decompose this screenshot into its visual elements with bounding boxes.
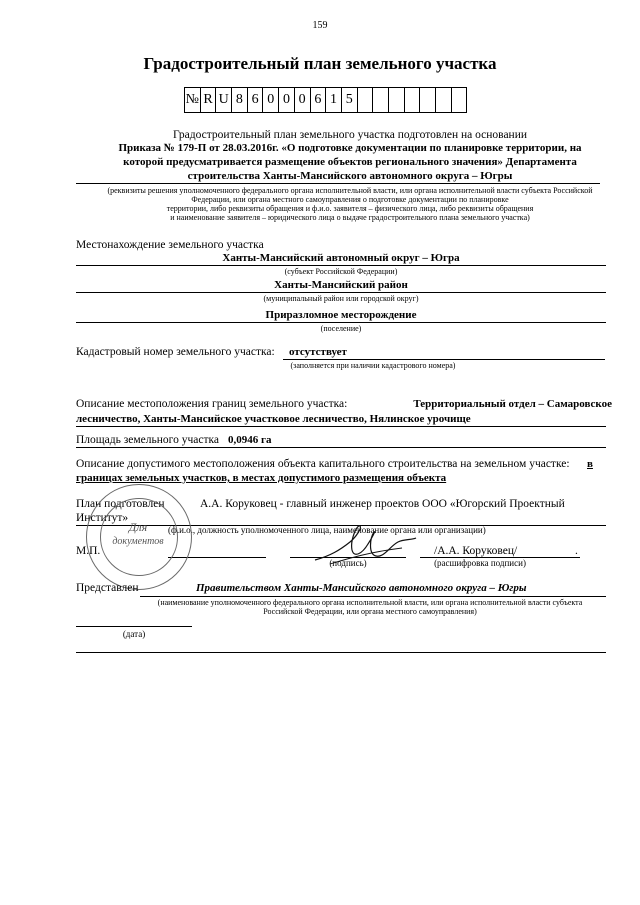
presented-label: Представлен [76, 582, 139, 594]
plan-number-cell [357, 88, 373, 113]
prepared-value-1: А.А. Коруковец - главный инженер проектов ООО «Югорский Проектный [200, 498, 565, 510]
stamp-text-top: Для [128, 520, 148, 534]
plan-number-cell: U [216, 88, 232, 113]
boundaries-label: Описание местоположения границ земельного участка: [76, 398, 348, 410]
stamp-text-bottom: документов [112, 536, 164, 547]
basis-intro: Градостроительный план земельного участка подготовлен на основании [172, 129, 528, 141]
signature-image [310, 520, 420, 568]
location-subject-caption: (субъект Российской Федерации) [284, 267, 398, 276]
location-settlement: Приразломное месторождение [265, 309, 417, 321]
plan-number-cell [420, 88, 436, 113]
location-subject: Ханты-Мансийский автономный округ – Югра [222, 252, 460, 264]
boundaries-value-2: лесничество, Ханты-Мансийское участковое лесничество, Нялинское урочище [76, 413, 471, 425]
prepared-value-2: Институт» [76, 512, 129, 524]
cadastral-value: отсутствует [289, 346, 347, 358]
placement-value-2: границах земельных участков, в местах допустимого размещения объекта [76, 472, 447, 484]
basis-caption-1: (реквизиты решения уполномоченного федерального органа исполнительной власти, или органа исполнительной власти субъекта Российской [107, 186, 593, 195]
plan-number-cell: 8 [232, 88, 248, 113]
placement-value-tail: в [587, 458, 593, 470]
cadastral-label: Кадастровый номер земельного участка: [76, 346, 275, 358]
basis-caption-4: и наименование заявителя – юридического лица о выдаче градостроительного плана земельного участка) [170, 213, 530, 222]
presented-caption-2: Российской Федерации, или органа местного самоуправления) [263, 607, 477, 616]
mp-label: М.П. [76, 545, 101, 557]
basis-line-2: которой предусматривается размещение объектов регионального значения» Департамента [123, 156, 577, 168]
boundaries-value-1: Территориальный отдел – Самаровское [413, 398, 612, 410]
plan-number-cell [373, 88, 389, 113]
plan-number-grid [184, 87, 467, 113]
decipher-caption: (расшифровка подписи) [434, 558, 526, 568]
location-settlement-caption: (поселение) [320, 324, 362, 333]
plan-number-cell [388, 88, 404, 113]
plan-number-cell: 0 [263, 88, 279, 113]
number-sign-cell: № [185, 88, 201, 113]
location-district-caption: (муниципальный район или городской округ) [263, 294, 419, 303]
location-label: Местонахождение земельного участка [76, 239, 264, 251]
plan-number-cell: 0 [294, 88, 310, 113]
plan-number-cell: 1 [326, 88, 342, 113]
prepared-caption: (ф.и.о., должность уполномоченного лица, наименование органа или организации) [168, 525, 486, 535]
plan-number-cell: R [200, 88, 216, 113]
signature-caption: (подпись) [329, 558, 367, 568]
basis-line-1: Приказа № 179-П от 28.03.2016г. «О подготовке документации по планировке территории, на [118, 142, 582, 154]
plan-number-cell: 0 [279, 88, 295, 113]
placement-label: Описание допустимого местоположения объекта капитального строительства на земельном участке: [76, 458, 570, 470]
plan-number-cell: 6 [247, 88, 263, 113]
area-label: Площадь земельного участка [76, 434, 219, 446]
cadastral-caption: (заполняется при наличии кадастрового номера) [290, 361, 456, 370]
decipher-name: /А.А. Коруковец/ [434, 545, 518, 557]
page-title: Градостроительный план земельного участка [143, 54, 497, 73]
date-caption: (дата) [122, 629, 146, 639]
plan-number-cell [436, 88, 452, 113]
plan-number-cell: 5 [341, 88, 357, 113]
plan-number-cell [451, 88, 467, 113]
prepared-label: План подготовлен [76, 498, 165, 510]
basis-line-3: строительства Ханты-Мансийского автономного округа – Югры [187, 170, 513, 182]
plan-number-cell: 6 [310, 88, 326, 113]
basis-caption-2: Федерации, или органа местного самоуправления о подготовке документации по планировке [191, 195, 509, 204]
presented-value: Правительством Ханты-Мансийского автономного округа – Югры [196, 582, 527, 594]
basis-caption-3: территории, либо реквизиты обращения и ф.и.о. заявителя – физического лица, либо реквизиты обращения [166, 204, 534, 213]
decipher-dot: . [575, 545, 578, 557]
plan-number-cell [404, 88, 420, 113]
location-district: Ханты-Мансийский район [274, 279, 408, 291]
area-value: 0,0946 га [228, 434, 272, 446]
presented-caption-1: (наименование уполномоченного федерального органа исполнительной власти, или органа исполнительной власти субъекта [157, 598, 583, 607]
page-number: 159 [312, 20, 328, 31]
